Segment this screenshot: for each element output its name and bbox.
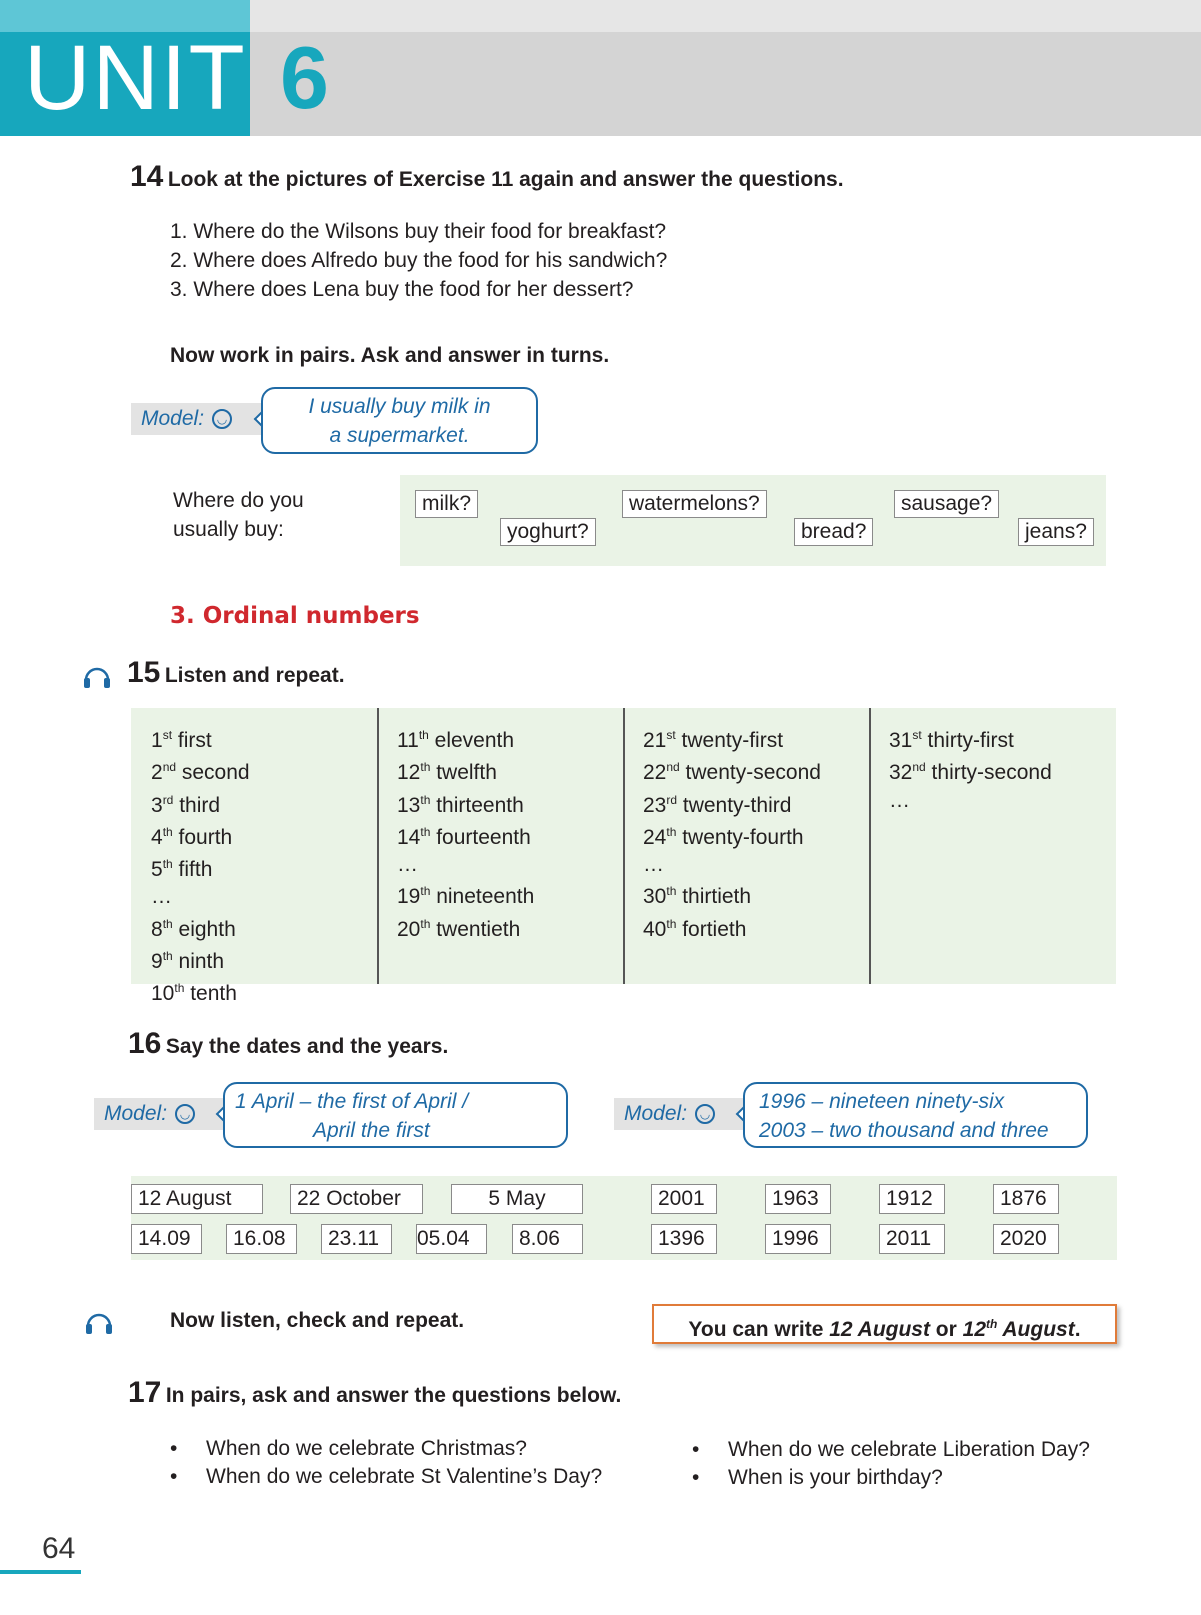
word-box: yoghurt? <box>500 518 596 546</box>
ordinal-word: eleventh <box>428 729 515 752</box>
smiley-speech-icon: ◡ <box>212 409 232 429</box>
ordinal-item <box>643 878 821 910</box>
ordinal-word: third <box>173 793 221 817</box>
ordinal-suffix: th <box>666 916 677 931</box>
tip-suffix: th <box>986 1317 998 1331</box>
year-box: 1396 <box>651 1224 717 1254</box>
year-box: 1912 <box>879 1184 945 1214</box>
exercise-number: 14 <box>130 160 164 193</box>
ordinal-suffix: st <box>666 728 676 742</box>
ordinal-number: 11 <box>397 729 419 752</box>
date-box: 12 August <box>131 1184 263 1214</box>
ordinal-number: … <box>397 853 418 877</box>
ordinal-item <box>643 722 821 754</box>
ordinal-number: 19 <box>397 885 421 909</box>
ordinal-suffix: st <box>162 728 173 742</box>
ordinal-suffix: th <box>420 824 431 839</box>
year-box: 1876 <box>993 1184 1059 1214</box>
list-item: • When do we celebrate St Valentine’s Day? <box>170 1465 603 1488</box>
list-item-text: When do we celebrate Liberation Day? <box>728 1438 1090 1461</box>
ordinal-number: 32 <box>889 761 913 785</box>
year-box: 2011 <box>879 1224 945 1254</box>
ordinal-suffix: nd <box>666 760 680 775</box>
listen-instruction: Now listen, check and repeat. <box>170 1309 465 1332</box>
bubble-line: April the first <box>313 1119 430 1142</box>
ordinal-item <box>643 754 821 786</box>
page-number: 64 <box>42 1532 76 1565</box>
ordinal-word: twenty-second <box>679 761 821 785</box>
headphones-icon[interactable] <box>82 663 112 694</box>
year-box: 2001 <box>651 1184 717 1214</box>
headphones-icon[interactable] <box>84 1309 114 1340</box>
ordinal-item <box>397 851 534 878</box>
ordinal-word: fifth <box>172 858 213 882</box>
ordinal-item <box>151 722 250 754</box>
exercise-title: Look at the pictures of Exercise 11 again and answer the questions. <box>167 168 844 191</box>
smiley-speech-icon: ◡ <box>175 1104 195 1124</box>
ordinal-suffix: th <box>420 792 431 807</box>
ordinal-item <box>889 754 1052 786</box>
ordinal-number: 5 <box>151 858 163 882</box>
writing-tip-box <box>652 1304 1117 1344</box>
exercise-title: Listen and repeat. <box>164 664 345 687</box>
page-number-underline <box>0 1570 81 1574</box>
ordinal-suffix: th <box>162 857 173 872</box>
prompt-text <box>173 486 304 544</box>
ordinal-item <box>151 851 250 883</box>
ordinal-number: … <box>151 885 172 909</box>
pair-instruction: Now work in pairs. Ask and answer in turns. <box>170 344 610 367</box>
year-box: 2020 <box>993 1224 1059 1254</box>
date-box: 8.06 <box>512 1224 583 1254</box>
question-item: 2. Where does Alfredo buy the food for his sandwich? <box>170 249 668 272</box>
ordinal-word: second <box>176 761 250 785</box>
ordinal-number: 20 <box>397 917 421 941</box>
exercise-title: In pairs, ask and answer the questions below. <box>165 1384 622 1407</box>
ordinal-suffix: nd <box>162 760 177 775</box>
exercise-14-heading <box>130 160 844 194</box>
ordinal-item <box>151 975 250 1007</box>
ordinal-number: … <box>889 788 910 812</box>
ordinal-number: 30 <box>643 885 667 909</box>
ordinal-number: 8 <box>151 917 163 941</box>
bullet-list-left <box>170 1435 602 1491</box>
bullet-list-right <box>692 1436 1090 1492</box>
ordinal-suffix: th <box>418 728 429 742</box>
exercise-15-heading <box>127 656 345 690</box>
year-box: 1963 <box>765 1184 831 1214</box>
ordinal-number: 12 <box>397 761 421 785</box>
ordinal-word: first <box>172 729 212 752</box>
ordinal-item <box>397 878 534 910</box>
ordinal-item <box>643 787 821 819</box>
section-title: 3. Ordinal numbers <box>170 603 420 629</box>
column-divider <box>623 708 625 984</box>
ordinal-word: twenty-fourth <box>676 825 804 849</box>
ordinal-number: 4 <box>151 825 163 849</box>
ordinal-word: thirty-first <box>921 729 1014 752</box>
ordinal-item <box>397 787 534 819</box>
ordinal-suffix: rd <box>666 792 678 807</box>
ordinal-word: thirtieth <box>676 885 752 909</box>
ordinal-suffix: th <box>666 824 677 839</box>
question-item: 1. Where do the Wilsons buy their food for breakfast? <box>170 220 667 243</box>
ordinal-item <box>151 787 250 819</box>
tip-text: . <box>1074 1318 1081 1341</box>
model-speech-bubble <box>261 387 538 454</box>
ordinal-item <box>889 787 1052 814</box>
question-item: 3. Where does Lena buy the food for her dessert? <box>170 278 634 301</box>
list-item: • When do we celebrate Liberation Day? <box>692 1438 1090 1461</box>
ordinal-suffix: th <box>666 884 677 899</box>
column-divider <box>377 708 379 984</box>
ordinal-suffix: th <box>420 760 431 775</box>
ordinal-suffix: th <box>420 916 431 931</box>
ordinal-column <box>889 722 1052 814</box>
ordinal-column <box>151 722 250 1008</box>
ordinal-word: eighth <box>172 917 236 941</box>
ordinal-word: ninth <box>172 950 225 974</box>
model-label <box>131 403 271 435</box>
exercise-title: Say the dates and the years. <box>165 1035 449 1058</box>
ordinal-number: 31 <box>889 729 913 752</box>
ordinal-column <box>643 722 821 943</box>
ordinal-suffix: th <box>420 884 431 899</box>
ordinal-item <box>151 819 250 851</box>
tip-example: 12 <box>962 1318 986 1341</box>
ordinal-suffix: th <box>174 981 185 996</box>
header-band <box>250 32 1201 136</box>
ordinal-word: fourth <box>172 825 233 849</box>
model-label-text: Model: <box>104 1102 168 1125</box>
ordinal-suffix: st <box>912 728 922 742</box>
model-speech-bubble <box>223 1082 568 1148</box>
ordinal-suffix: rd <box>162 792 174 807</box>
model-speech-bubble <box>743 1082 1088 1148</box>
ordinal-word: nineteenth <box>430 885 535 909</box>
tip-example: 12 August <box>829 1318 930 1341</box>
ordinal-word: twenty-first <box>675 729 784 752</box>
tip-example: August <box>997 1318 1075 1341</box>
ordinal-item <box>151 754 250 786</box>
column-divider <box>869 708 871 984</box>
date-box: 5 May <box>451 1184 583 1214</box>
unit-number: 6 <box>280 28 329 127</box>
ordinal-number: 23 <box>643 793 667 817</box>
list-item-text: When do we celebrate Christmas? <box>206 1437 527 1460</box>
ordinal-number: 21 <box>643 729 667 752</box>
ordinal-item <box>889 722 1052 754</box>
list-item-text: When do we celebrate St Valentine’s Day? <box>206 1465 603 1488</box>
prompt-line: Where do you <box>173 489 304 512</box>
ordinal-word: thirty-second <box>925 761 1052 785</box>
ordinal-word: tenth <box>184 982 237 1006</box>
ordinal-number: 24 <box>643 825 667 849</box>
tip-text: or <box>929 1318 963 1341</box>
ordinal-number: 40 <box>643 917 667 941</box>
ordinal-item <box>397 911 534 943</box>
ordinal-suffix: nd <box>912 760 926 775</box>
ordinal-word: twelfth <box>430 761 497 785</box>
date-box: 05.04 <box>416 1224 487 1254</box>
exercise-number: 15 <box>127 656 161 689</box>
ordinal-suffix: th <box>162 949 173 964</box>
smiley-speech-icon: ◡ <box>695 1104 715 1124</box>
ordinal-number: 14 <box>397 825 421 849</box>
ordinal-number: 1 <box>151 729 163 752</box>
ordinal-item <box>397 819 534 851</box>
ordinal-number: 2 <box>151 761 163 785</box>
list-item: • When do we celebrate Christmas? <box>170 1437 527 1460</box>
ordinal-word: fourteenth <box>430 825 531 849</box>
word-box: jeans? <box>1018 518 1094 546</box>
model-label-text: Model: <box>624 1102 688 1125</box>
date-box: 16.08 <box>226 1224 297 1254</box>
ordinal-word: twenty-third <box>677 793 792 817</box>
unit-label: UNIT <box>24 27 247 129</box>
ordinal-item <box>151 883 250 910</box>
list-item-text: When is your birthday? <box>728 1466 943 1489</box>
ordinal-word: twentieth <box>430 917 521 941</box>
ordinal-number: 9 <box>151 950 163 974</box>
ordinal-item <box>643 911 821 943</box>
ordinal-number: … <box>643 853 664 877</box>
bubble-line: a supermarket. <box>329 424 470 447</box>
exercise-17-heading <box>128 1376 621 1410</box>
bubble-line: 2003 – two thousand and three <box>759 1119 1049 1142</box>
date-box: 14.09 <box>131 1224 202 1254</box>
ordinal-number: 10 <box>151 982 175 1006</box>
word-box: sausage? <box>894 490 999 518</box>
ordinal-suffix: th <box>162 916 173 931</box>
ordinal-word: fortieth <box>676 917 747 941</box>
ordinal-item <box>151 943 250 975</box>
ordinal-number: 3 <box>151 793 163 817</box>
ordinal-word: thirteenth <box>430 793 524 817</box>
tip-text: You can write <box>688 1318 830 1341</box>
prompt-line: usually buy: <box>173 518 284 541</box>
ordinal-number: 22 <box>643 761 667 785</box>
bubble-line: I usually buy milk in <box>308 395 491 418</box>
word-box: watermelons? <box>622 490 767 518</box>
exercise-number: 16 <box>128 1027 162 1060</box>
ordinal-item <box>643 819 821 851</box>
exercise-14-questions <box>170 217 667 304</box>
word-box: milk? <box>415 490 478 518</box>
bubble-line: 1 April – the first of April / <box>235 1090 469 1113</box>
ordinal-item <box>397 754 534 786</box>
list-item: • When is your birthday? <box>692 1466 943 1489</box>
ordinal-suffix: th <box>162 824 173 839</box>
ordinal-item <box>151 911 250 943</box>
year-box: 1996 <box>765 1224 831 1254</box>
exercise-16-heading <box>128 1027 448 1061</box>
word-box: bread? <box>794 518 873 546</box>
ordinal-item <box>643 851 821 878</box>
date-box: 23.11 <box>321 1224 392 1254</box>
ordinal-number: 13 <box>397 793 421 817</box>
ordinal-column <box>397 722 534 943</box>
date-box: 22 October <box>290 1184 423 1214</box>
model-label-text: Model: <box>141 407 205 430</box>
exercise-number: 17 <box>128 1376 162 1409</box>
bubble-line: 1996 – nineteen ninety-six <box>759 1090 1005 1113</box>
ordinal-item <box>397 722 534 754</box>
